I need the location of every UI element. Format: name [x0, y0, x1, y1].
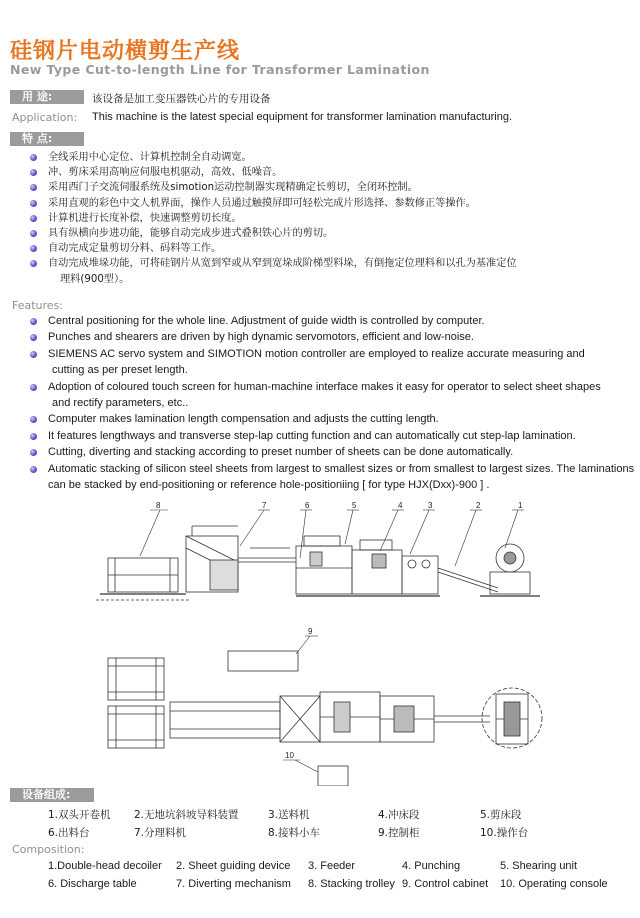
bullet-icon	[30, 169, 37, 176]
page-title: 硅钢片电动横剪生产线	[10, 39, 241, 64]
callout-6: 6	[305, 501, 310, 510]
callout-4: 4	[398, 501, 403, 510]
list-item: Central positioning for the whole line. Adjustment of guide width is controlled by computer.	[12, 313, 637, 329]
callout-3: 3	[428, 501, 433, 510]
page-subtitle: New Type Cut-to-length Line for Transformer Lamination	[10, 62, 430, 77]
list-item: It features lengthways and transverse step-lap cutting function and can automatically cut step-lap lamination.	[12, 428, 637, 444]
features-list-cn	[12, 150, 632, 287]
list-item: Automatic stacking of silicon steel sheets from largest to smallest sizes or from smallest to largest sizes. The laminations	[12, 461, 637, 477]
list-item: 自动完成定量剪切分料、码料等工作。	[12, 241, 632, 256]
bullet-icon	[30, 184, 37, 191]
component-item: 2. Sheet guiding device	[176, 860, 291, 872]
application-label-cn: 用 途:	[10, 90, 84, 104]
list-item: Computer makes lamination length compensation and adjusts the cutting length.	[12, 411, 637, 427]
side-view	[96, 526, 540, 600]
list-item: 采用直观的彩色中文人机界面，操作人员通过触摸屏即可轻松完成片形选择、参数修正等操作。	[12, 196, 632, 211]
bullet-icon	[30, 215, 37, 222]
callout-7: 7	[262, 501, 267, 510]
callout-5: 5	[352, 501, 357, 510]
production-line-drawing	[0, 496, 640, 786]
application-label-en: Application:	[12, 111, 78, 124]
list-item: 全线采用中心定位、计算机控制全自动调宽。	[12, 150, 632, 165]
list-item: Cutting, diverting and stacking according to preset number of sheets can be done automatically.	[12, 444, 637, 460]
component-item: 9.控制柜	[378, 827, 420, 839]
composition-row1-en	[48, 860, 638, 876]
list-item-continuation: 理料(900型）。	[60, 273, 130, 285]
bullet-icon	[30, 433, 37, 440]
component-item: 5.剪床段	[480, 809, 522, 821]
component-item: 3.送料机	[268, 809, 310, 821]
features-list-en	[12, 313, 637, 493]
features-cn-bullets	[12, 150, 632, 287]
bullet-icon	[30, 351, 37, 358]
bullet-icon	[30, 200, 37, 207]
component-item: 1.双头开卷机	[48, 809, 111, 821]
bullet-icon	[30, 245, 37, 252]
bullet-icon	[30, 334, 37, 341]
list-item-continuation: can be stacked by end-positioning or reference hole-positioniing [ for type HJX(Dxx)-900 ] .	[48, 479, 490, 492]
bullet-icon	[30, 416, 37, 423]
bullet-icon	[30, 230, 37, 237]
list-item: 冲、剪床采用高响应伺服电机驱动，高效、低噪音。	[12, 165, 632, 180]
component-item: 7.分理料机	[134, 827, 187, 839]
bullet-icon	[30, 449, 37, 456]
callout-9: 9	[308, 627, 313, 636]
component-item: 2.无地坑斜坡导料装置	[134, 809, 239, 821]
composition-row1-cn	[48, 807, 638, 823]
component-item: 7. Diverting mechanism	[176, 878, 291, 890]
list-item-continuation: cutting as per preset length.	[52, 364, 188, 377]
list-item-continuation: and rectify parameters, etc..	[52, 397, 189, 410]
component-item: 6.出料台	[48, 827, 90, 839]
list-item: 采用西门子交流伺服系统及simotion运动控制器实现精确定长剪切，全闭环控制。	[12, 180, 632, 195]
composition-label-cn: 设备组成:	[10, 788, 94, 802]
composition-row2-en	[48, 878, 638, 894]
features-label-cn: 特 点:	[10, 132, 84, 146]
callout-10: 10	[285, 751, 294, 760]
bullet-icon	[30, 154, 37, 161]
callout-8: 8	[156, 501, 161, 510]
component-item: 3. Feeder	[308, 860, 356, 872]
list-item: 具有纵横向步进功能，能够自动完成步进式叠积铁心片的剪切。	[12, 226, 632, 241]
leader-lines	[140, 510, 524, 566]
composition-label-en: Composition:	[12, 843, 85, 856]
features-en-bullets	[12, 313, 637, 493]
control-cabinet-box	[228, 651, 298, 671]
component-item: 10.操作台	[480, 827, 529, 839]
component-item: 6. Discharge table	[48, 878, 137, 890]
component-item: 1.Double-head decoiler	[48, 860, 162, 872]
list-item: Adoption of coloured touch screen for human-machine interface makes it easy for operator to select sheet shapes	[12, 379, 637, 395]
composition-row2-cn	[48, 825, 638, 841]
component-item: 4. Punching	[402, 860, 461, 872]
component-item: 8. Stacking trolley	[308, 878, 395, 890]
component-item: 5. Shearing unit	[500, 860, 578, 872]
component-item: 10. Operating console	[500, 878, 608, 890]
component-item: 4.冲床段	[378, 809, 420, 821]
operating-console-box	[318, 766, 348, 786]
application-text-en: This machine is the latest special equipment for transformer lamination manufacturing.	[92, 111, 513, 123]
bullet-icon	[30, 260, 37, 267]
features-label-en: Features:	[12, 299, 64, 312]
callout-1: 1	[518, 501, 523, 510]
list-item: SIEMENS AC servo system and SIMOTION motion controller are employed to realize accurate measuring and	[12, 346, 637, 362]
callout-2: 2	[476, 501, 481, 510]
bullet-icon	[30, 384, 37, 391]
bullet-icon	[30, 466, 37, 473]
application-text-cn: 该设备是加工变压器铁心片的专用设备	[92, 93, 271, 105]
component-item: 9. Control cabinet	[402, 878, 489, 890]
callout-numbers	[156, 501, 523, 510]
list-item: Punches and shearers are driven by high dynamic servomotors, efficient and low-noise.	[12, 329, 637, 345]
list-item: 计算机进行长度补偿，快速调整剪切长度。	[12, 211, 632, 226]
top-view	[108, 658, 542, 748]
component-item: 8.接料小车	[268, 827, 321, 839]
list-item: 自动完成堆垛功能，可将硅钢片从宽到窄或从窄到宽垛成阶梯型料垛，有倒拖定位理料和以孔为基准定位	[12, 256, 632, 271]
bullet-icon	[30, 318, 37, 325]
